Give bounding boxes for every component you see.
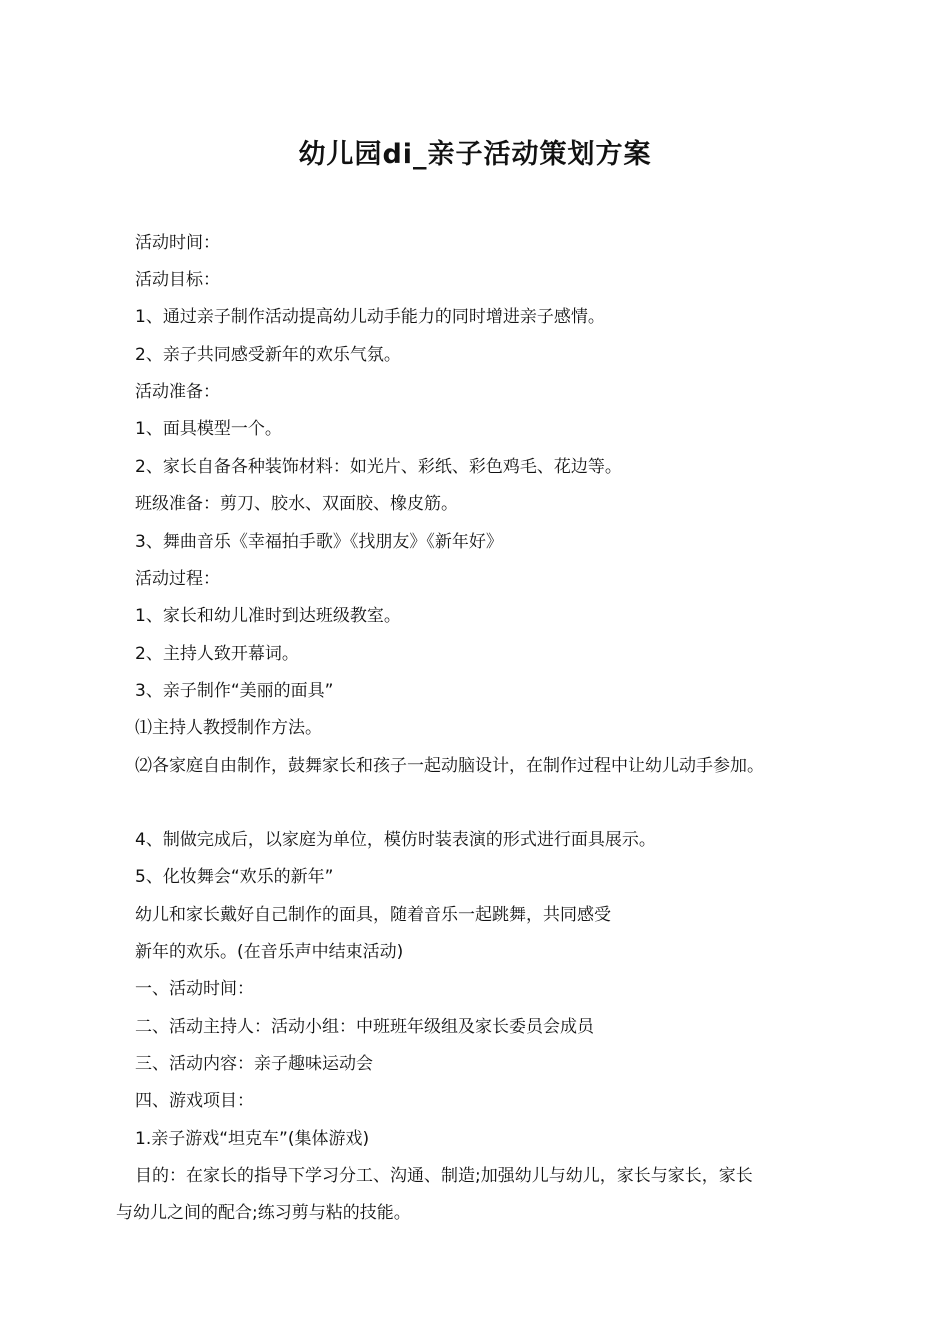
text-line: 四、游戏项目： xyxy=(135,1091,254,1111)
text-line: 3、舞曲音乐《幸福拍手歌》《找朋友》《新年好》 xyxy=(135,532,503,552)
text-line: 新年的欢乐。(在音乐声中结束活动) xyxy=(135,942,404,962)
text-line: 1、通过亲子制作活动提高幼儿动手能力的同时增进亲子感情。 xyxy=(135,307,605,327)
text-line: 1.亲子游戏“坦克车”(集体游戏) xyxy=(135,1129,370,1149)
text-line: 1、面具模型一个。 xyxy=(135,419,282,439)
text-line: 幼儿和家长戴好自己制作的面具，随着音乐一起跳舞，共同感受 xyxy=(135,905,611,925)
text-line: 2、亲子共同感受新年的欢乐气氛。 xyxy=(135,345,401,365)
text-line: 5、化妆舞会“欢乐的新年” xyxy=(135,867,334,887)
text-line: 三、活动内容：亲子趣味运动会 xyxy=(135,1054,373,1074)
text-line: 二、活动主持人：活动小组：中班班年级组及家长委员会成员 xyxy=(135,1017,594,1037)
document-title: 幼儿园di_亲子活动策划方案 xyxy=(298,139,652,170)
text-line: 2、家长自备各种装饰材料：如光片、彩纸、彩色鸡毛、花边等。 xyxy=(135,457,622,477)
text-line: 4、制做完成后，以家庭为单位，模仿时装表演的形式进行面具展示。 xyxy=(135,830,656,850)
text-line: 目的：在家长的指导下学习分工、沟通、制造;加强幼儿与幼儿，家长与家长，家长 xyxy=(135,1166,753,1186)
text-line: 与幼儿之间的配合;练习剪与粘的技能。 xyxy=(116,1203,411,1223)
text-line: 2、主持人致开幕词。 xyxy=(135,644,299,664)
text-line: 活动准备： xyxy=(135,382,220,402)
text-line: 活动时间： xyxy=(135,233,220,253)
text-line: ⑴主持人教授制作方法。 xyxy=(135,718,322,738)
text-line: 1、家长和幼儿准时到达班级教室。 xyxy=(135,606,401,626)
text-line: 3、亲子制作“美丽的面具” xyxy=(135,681,334,701)
text-line: 活动过程： xyxy=(135,569,220,589)
text-line: 班级准备：剪刀、胶水、双面胶、橡皮筋。 xyxy=(135,494,458,514)
text-line: ⑵各家庭自由制作，鼓舞家长和孩子一起动脑设计，在制作过程中让幼儿动手参加。 xyxy=(135,756,764,776)
text-line: 一、活动时间： xyxy=(135,979,254,999)
text-line: 活动目标： xyxy=(135,270,220,290)
